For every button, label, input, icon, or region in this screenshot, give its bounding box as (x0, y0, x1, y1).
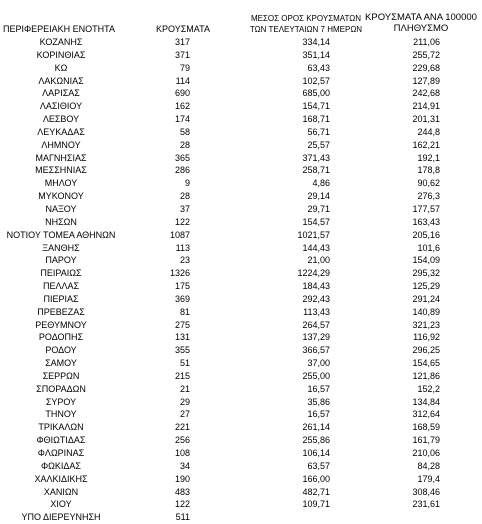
table-row (0, 203, 482, 216)
table-row (0, 344, 482, 357)
per100k-cell: 210,06 (412, 448, 440, 458)
avg-cell: 154,57 (302, 216, 330, 227)
avg-cell: 109,71 (302, 499, 330, 510)
region-cell: ΠΡΕΒΕΖΑΣ (37, 306, 85, 317)
header-avg-line2: ΤΩΝ ΤΕΛΕΥΤΑΙΩΝ 7 ΗΜΕΡΩΝ (249, 25, 363, 34)
avg-cell: 113,43 (303, 306, 330, 317)
per100k-cell: 276,3 (417, 191, 440, 202)
table-row (0, 75, 482, 88)
per100k-cell: 90,62 (417, 178, 440, 189)
avg-cell: 1021,57 (297, 229, 330, 240)
cases-cell: 122 (174, 216, 190, 227)
cases-cell: 355 (174, 345, 190, 356)
cases-cell: 27 (179, 409, 190, 420)
per100k-cell: 134,84 (412, 396, 440, 407)
table-row (0, 100, 482, 113)
table-row (0, 434, 482, 447)
per100k-cell: 321,23 (412, 319, 440, 330)
cases-cell: 131 (174, 332, 190, 343)
cases-cell: 175 (174, 281, 190, 292)
per100k-cell: 255,72 (412, 49, 440, 60)
table-row (0, 293, 482, 306)
per100k-cell: 192,1 (417, 152, 440, 163)
region-cell: ΛΑΚΩΝΙΑΣ (38, 75, 84, 86)
region-cell: ΚΟΡΙΝΘΙΑΣ (36, 49, 86, 60)
per100k-cell: 178,8 (417, 165, 440, 176)
table-row (0, 49, 482, 62)
table-row (0, 267, 482, 280)
avg-cell: 106,14 (302, 448, 330, 458)
avg-cell: 63,57 (307, 460, 330, 471)
region-cell: ΠΙΕΡΙΑΣ (43, 293, 79, 304)
avg-cell: 366,57 (302, 345, 330, 356)
region-cell: ΛΑΡΙΣΑΣ (42, 88, 80, 99)
cases-cell: 34 (179, 460, 190, 471)
table-row (0, 254, 482, 267)
table-row (0, 383, 482, 396)
region-cell: ΧΙΟΥ (50, 499, 72, 510)
region-cell: ΛΗΜΝΟΥ (41, 139, 81, 150)
table-row (0, 216, 482, 229)
cases-cell: 28 (179, 139, 190, 150)
table-row (0, 408, 482, 421)
per100k-cell: 205,16 (412, 229, 440, 240)
region-cell: ΦΩΚΙΔΑΣ (41, 460, 81, 471)
avg-cell: 351,14 (302, 49, 330, 60)
table-row (0, 511, 482, 524)
header-region-label: ΠΕΡΙΦΕΡΕΙΑΚΗ ΕΝΟΤΗΤΑ (2, 24, 116, 34)
region-cell: ΝΟΤΙΟΥ ΤΟΜΕΑ ΑΘΗΝΩΝ (6, 229, 116, 240)
cases-cell: 122 (174, 499, 190, 510)
avg-cell: 29,14 (307, 191, 330, 202)
avg-cell: 264,57 (302, 319, 330, 330)
region-cell: ΧΑΝΙΩΝ (43, 486, 79, 497)
avg-cell: 371,43 (302, 152, 330, 163)
cases-cell: 371 (174, 49, 190, 60)
cases-cell: 23 (179, 255, 190, 266)
avg-cell: 1224,29 (297, 268, 330, 279)
avg-cell: 16,57 (307, 383, 330, 394)
region-cell: ΧΑΛΚΙΔΙΚΗΣ (34, 473, 88, 484)
avg-cell: 25,57 (307, 139, 330, 150)
per100k-cell: 152,2 (417, 383, 440, 394)
table-row (0, 498, 482, 511)
cases-cell: 256 (174, 435, 190, 446)
cases-cell: 221 (174, 422, 190, 433)
header-avg (244, 13, 368, 35)
table-row (0, 447, 482, 460)
per100k-cell: 291,24 (412, 293, 440, 304)
region-cell: ΤΗΝΟΥ (45, 409, 77, 420)
region-cell: ΣΑΜΟΥ (45, 358, 77, 369)
avg-cell: 29,71 (307, 203, 330, 214)
region-cell: ΠΕΙΡΑΙΩΣ (40, 268, 82, 279)
per100k-cell: 211,06 (413, 37, 440, 47)
table-row (0, 177, 482, 190)
per100k-cell: 163,43 (412, 216, 440, 227)
table-row (0, 460, 482, 473)
table-row (0, 190, 482, 203)
table-row (0, 280, 482, 293)
cases-cell: 174 (174, 114, 190, 125)
region-cell: ΜΑΓΝΗΣΙΑΣ (35, 152, 87, 163)
avg-cell: 37,00 (307, 358, 330, 369)
cases-cell: 317 (174, 37, 190, 47)
per100k-cell: 244,8 (417, 126, 440, 137)
avg-cell: 685,00 (302, 88, 330, 99)
region-cell: ΜΥΚΟΝΟΥ (38, 191, 84, 202)
table-row (0, 152, 482, 165)
cases-cell: 369 (174, 293, 190, 304)
cases-cell: 286 (174, 165, 190, 176)
cases-cell: 28 (179, 191, 190, 202)
table-row (0, 396, 482, 409)
region-cell: ΚΩ (54, 62, 68, 73)
cases-cell: 215 (174, 370, 190, 381)
avg-cell: 102,57 (302, 75, 330, 86)
cases-cell: 79 (179, 62, 190, 73)
region-cell: ΣΠΟΡΑΔΩΝ (36, 383, 86, 394)
per100k-cell: 214,91 (412, 101, 440, 112)
per100k-cell: 162,21 (412, 139, 440, 150)
table-row (0, 357, 482, 370)
cases-cell: 113 (175, 242, 190, 253)
per100k-cell: 161,79 (412, 435, 440, 446)
cases-cell: 1087 (169, 229, 190, 240)
avg-cell: 166,00 (302, 473, 330, 484)
table-row (0, 229, 482, 242)
cases-cell: 365 (174, 152, 190, 163)
table-row (0, 62, 482, 75)
header-per100k-line2: ΠΛΗΘΥΣΜΟ (393, 23, 449, 34)
avg-cell: 255,00 (302, 370, 330, 381)
region-cell: ΣΥΡΟΥ (45, 396, 77, 407)
avg-cell: 154,71 (302, 101, 330, 112)
cases-cell: 51 (179, 358, 190, 369)
region-cell: ΝΑΞΟΥ (45, 203, 77, 214)
avg-cell: 258,71 (302, 165, 330, 176)
table-row (0, 126, 482, 139)
region-cell: ΡΟΔΟΠΗΣ (38, 332, 84, 343)
region-cell: ΞΑΝΘΗΣ (42, 242, 80, 253)
per100k-cell: 125,29 (412, 281, 440, 292)
header-cases-label: ΚΡΟΥΣΜΑΤΑ (156, 24, 210, 34)
table-row (0, 473, 482, 486)
avg-cell: 63,43 (307, 62, 330, 73)
cases-cell: 81 (179, 306, 190, 317)
avg-cell: 56,71 (307, 126, 330, 137)
header-cases (150, 24, 216, 34)
table-row (0, 242, 482, 255)
per100k-cell: 140,89 (412, 306, 440, 317)
region-cell: ΚΟΖΑΝΗΣ (39, 37, 83, 47)
per100k-cell: 84,28 (417, 460, 440, 471)
avg-cell: 255,86 (302, 435, 330, 446)
header-per100k-line1: ΚΡΟΥΣΜΑΤΑ ΑΝΑ 100000 (365, 12, 477, 23)
avg-cell: 482,71 (302, 486, 330, 497)
table-row (0, 486, 482, 499)
avg-cell: 4,86 (312, 178, 330, 189)
avg-cell: 168,71 (302, 114, 330, 125)
per100k-cell: 177,57 (412, 203, 440, 214)
header-avg-line1: ΜΕΣΟΣ ΟΡΟΣ ΚΡΟΥΣΜΑΤΩΝ (250, 14, 362, 23)
table-row (0, 36, 482, 49)
per100k-cell: 179,4 (417, 473, 440, 484)
region-cell: ΠΕΛΛΑΣ (42, 281, 80, 292)
avg-cell: 261,14 (302, 422, 330, 433)
region-cell: ΝΗΣΩΝ (45, 216, 77, 227)
region-cell: ΜΕΣΣΗΝΙΑΣ (35, 165, 87, 176)
per100k-cell: 201,31 (412, 114, 440, 125)
avg-cell: 144,43 (302, 242, 330, 253)
region-cell: ΛΑΣΙΘΙΟΥ (39, 101, 83, 112)
region-cell: ΠΑΡΟΥ (45, 255, 77, 266)
per100k-cell: 116,92 (413, 332, 440, 343)
table-row (0, 331, 482, 344)
region-cell: ΜΗΛΟΥ (44, 178, 78, 189)
avg-cell: 292,43 (302, 293, 330, 304)
avg-cell: 21,00 (307, 255, 330, 266)
table-row (0, 421, 482, 434)
cases-cell: 58 (179, 126, 190, 137)
table-row (0, 370, 482, 383)
cases-cell: 162 (174, 101, 190, 112)
cases-cell: 275 (174, 319, 190, 330)
cases-cell: 37 (179, 203, 190, 214)
table-row (0, 164, 482, 177)
header-region (0, 24, 118, 34)
per100k-cell: 127,89 (412, 75, 440, 86)
per100k-cell: 312,64 (412, 409, 440, 420)
cases-cell: 9 (184, 178, 190, 189)
cases-cell: 108 (174, 448, 190, 458)
cases-cell: 29 (179, 396, 190, 407)
header-per100k (360, 12, 482, 34)
table-row (0, 87, 482, 100)
avg-cell: 16,57 (307, 409, 330, 420)
avg-cell: 334,14 (302, 37, 330, 47)
cases-cell: 1326 (169, 268, 190, 279)
table-row (0, 113, 482, 126)
per100k-cell: 295,32 (412, 268, 440, 279)
per100k-cell: 308,46 (412, 486, 440, 497)
region-cell: ΣΕΡΡΩΝ (42, 370, 80, 381)
region-cell: ΦΘΙΩΤΙΔΑΣ (36, 435, 86, 446)
cases-cell: 21 (179, 383, 190, 394)
table-body (0, 36, 482, 524)
per100k-cell: 168,59 (412, 422, 440, 433)
per100k-cell: 154,09 (412, 255, 440, 266)
table-row (0, 306, 482, 319)
region-cell: ΡΟΔΟΥ (45, 345, 77, 356)
avg-cell: 35,86 (307, 396, 330, 407)
region-cell: ΤΡΙΚΑΛΩΝ (38, 422, 84, 433)
cases-cell: 190 (174, 473, 190, 484)
per100k-cell: 231,61 (412, 499, 440, 510)
region-cell: ΛΕΥΚΑΔΑΣ (37, 126, 85, 137)
region-cell: ΛΕΣΒΟΥ (42, 114, 80, 125)
cases-cell: 114 (175, 75, 190, 86)
region-cell: ΡΕΘΥΜΝΟΥ (35, 319, 87, 330)
cases-cell: 511 (175, 512, 190, 523)
per100k-cell: 101,6 (417, 242, 440, 253)
per100k-cell: 121,86 (412, 370, 440, 381)
avg-cell: 184,43 (302, 281, 330, 292)
table-row (0, 139, 482, 152)
cases-cell: 690 (174, 88, 190, 99)
region-cell: ΥΠΟ ΔΙΕΡΕΥΝΗΣΗ (21, 512, 101, 523)
per100k-cell: 242,68 (412, 88, 440, 99)
table-row (0, 319, 482, 332)
per100k-cell: 154,65 (412, 358, 440, 369)
per100k-cell: 229,68 (412, 62, 440, 73)
cases-cell: 483 (174, 486, 190, 497)
per100k-cell: 296,25 (412, 345, 440, 356)
region-cell: ΦΛΩΡΙΝΑΣ (37, 448, 85, 458)
avg-cell: 137,29 (302, 332, 330, 343)
